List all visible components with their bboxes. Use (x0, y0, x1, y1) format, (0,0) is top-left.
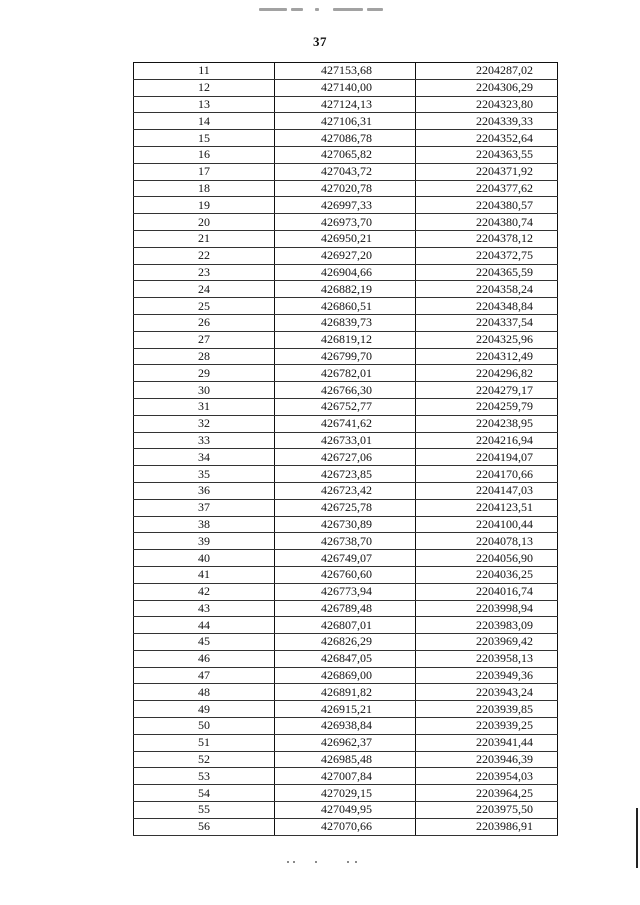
scan-artifact-footer (285, 859, 365, 865)
y-coordinate-cell: 2204365,59 (416, 264, 558, 281)
point-number-cell: 26 (134, 314, 275, 331)
x-coordinate-cell: 427065,82 (275, 146, 416, 163)
point-number-cell: 56 (134, 818, 275, 835)
y-coordinate-cell: 2204323,80 (416, 96, 558, 113)
table-row (134, 566, 558, 583)
table-row (134, 415, 558, 432)
table-row (134, 163, 558, 180)
table-row (134, 298, 558, 315)
x-coordinate-cell: 427029,15 (275, 785, 416, 802)
x-coordinate-cell: 426847,05 (275, 650, 416, 667)
y-coordinate-cell: 2203975,50 (416, 802, 558, 819)
x-coordinate-cell: 426973,70 (275, 214, 416, 231)
point-number-cell: 44 (134, 617, 275, 634)
y-coordinate-cell: 2203939,85 (416, 701, 558, 718)
point-number-cell: 43 (134, 600, 275, 617)
y-coordinate-cell: 2203964,25 (416, 785, 558, 802)
point-number-cell: 12 (134, 79, 275, 96)
table-row (134, 449, 558, 466)
point-number-cell: 49 (134, 701, 275, 718)
y-coordinate-cell: 2204312,49 (416, 348, 558, 365)
y-coordinate-cell: 2204372,75 (416, 247, 558, 264)
table-row (134, 634, 558, 651)
x-coordinate-cell: 426752,77 (275, 398, 416, 415)
y-coordinate-cell: 2204016,74 (416, 583, 558, 600)
y-coordinate-cell: 2203941,44 (416, 734, 558, 751)
table-row (134, 718, 558, 735)
point-number-cell: 22 (134, 247, 275, 264)
x-coordinate-cell: 426915,21 (275, 701, 416, 718)
point-number-cell: 50 (134, 718, 275, 735)
point-number-cell: 25 (134, 298, 275, 315)
y-coordinate-cell: 2204287,02 (416, 63, 558, 80)
x-coordinate-cell: 427140,00 (275, 79, 416, 96)
y-coordinate-cell: 2204123,51 (416, 499, 558, 516)
y-coordinate-cell: 2204380,57 (416, 197, 558, 214)
x-coordinate-cell: 426904,66 (275, 264, 416, 281)
table-row (134, 818, 558, 835)
table-row (134, 130, 558, 147)
y-coordinate-cell: 2203983,09 (416, 617, 558, 634)
point-number-cell: 40 (134, 550, 275, 567)
point-number-cell: 18 (134, 180, 275, 197)
y-coordinate-cell: 2204371,92 (416, 163, 558, 180)
table-row (134, 785, 558, 802)
point-number-cell: 36 (134, 482, 275, 499)
point-number-cell: 27 (134, 331, 275, 348)
y-coordinate-cell: 2204078,13 (416, 533, 558, 550)
table-row (134, 667, 558, 684)
table-row (134, 617, 558, 634)
x-coordinate-cell: 426938,84 (275, 718, 416, 735)
y-coordinate-cell: 2204352,64 (416, 130, 558, 147)
y-coordinate-cell: 2203954,03 (416, 768, 558, 785)
point-number-cell: 46 (134, 650, 275, 667)
point-number-cell: 38 (134, 516, 275, 533)
point-number-cell: 54 (134, 785, 275, 802)
y-coordinate-cell: 2203986,91 (416, 818, 558, 835)
table-row (134, 701, 558, 718)
table-row (134, 533, 558, 550)
table-row (134, 314, 558, 331)
y-coordinate-cell: 2204378,12 (416, 230, 558, 247)
x-coordinate-cell: 426839,73 (275, 314, 416, 331)
table-row (134, 96, 558, 113)
point-number-cell: 45 (134, 634, 275, 651)
table-row (134, 331, 558, 348)
table-row (134, 482, 558, 499)
table-row (134, 499, 558, 516)
x-coordinate-cell: 426927,20 (275, 247, 416, 264)
table-row (134, 600, 558, 617)
y-coordinate-cell: 2204377,62 (416, 180, 558, 197)
point-number-cell: 15 (134, 130, 275, 147)
y-coordinate-cell: 2204348,84 (416, 298, 558, 315)
x-coordinate-cell: 427043,72 (275, 163, 416, 180)
y-coordinate-cell: 2204194,07 (416, 449, 558, 466)
point-number-cell: 20 (134, 214, 275, 231)
table-row (134, 583, 558, 600)
table-row (134, 348, 558, 365)
table-row (134, 382, 558, 399)
y-coordinate-cell: 2203969,42 (416, 634, 558, 651)
x-coordinate-cell: 426723,85 (275, 466, 416, 483)
table-row (134, 264, 558, 281)
y-coordinate-cell: 2204147,03 (416, 482, 558, 499)
point-number-cell: 28 (134, 348, 275, 365)
table-row (134, 180, 558, 197)
y-coordinate-cell: 2203949,36 (416, 667, 558, 684)
table-row (134, 113, 558, 130)
point-number-cell: 55 (134, 802, 275, 819)
point-number-cell: 33 (134, 432, 275, 449)
x-coordinate-cell: 426997,33 (275, 197, 416, 214)
y-coordinate-cell: 2204339,33 (416, 113, 558, 130)
point-number-cell: 21 (134, 230, 275, 247)
x-coordinate-cell: 426725,78 (275, 499, 416, 516)
point-number-cell: 31 (134, 398, 275, 415)
y-coordinate-cell: 2204216,94 (416, 432, 558, 449)
y-coordinate-cell: 2204363,55 (416, 146, 558, 163)
table-row (134, 802, 558, 819)
x-coordinate-cell: 427020,78 (275, 180, 416, 197)
point-number-cell: 14 (134, 113, 275, 130)
table-row (134, 550, 558, 567)
x-coordinate-cell: 427086,78 (275, 130, 416, 147)
table-row (134, 768, 558, 785)
scan-edge-mark (636, 808, 638, 868)
x-coordinate-cell: 426826,29 (275, 634, 416, 651)
table-row (134, 650, 558, 667)
point-number-cell: 37 (134, 499, 275, 516)
x-coordinate-cell: 427007,84 (275, 768, 416, 785)
y-coordinate-cell: 2204100,44 (416, 516, 558, 533)
y-coordinate-cell: 2204279,17 (416, 382, 558, 399)
x-coordinate-cell: 426882,19 (275, 281, 416, 298)
y-coordinate-cell: 2203946,39 (416, 751, 558, 768)
x-coordinate-cell: 426773,94 (275, 583, 416, 600)
point-number-cell: 32 (134, 415, 275, 432)
y-coordinate-cell: 2204337,54 (416, 314, 558, 331)
table-row (134, 684, 558, 701)
y-coordinate-cell: 2204238,95 (416, 415, 558, 432)
table-row (134, 516, 558, 533)
x-coordinate-cell: 426807,01 (275, 617, 416, 634)
point-number-cell: 16 (134, 146, 275, 163)
x-coordinate-cell: 426950,21 (275, 230, 416, 247)
point-number-cell: 30 (134, 382, 275, 399)
table-row (134, 247, 558, 264)
point-number-cell: 48 (134, 684, 275, 701)
point-number-cell: 29 (134, 365, 275, 382)
point-number-cell: 34 (134, 449, 275, 466)
x-coordinate-cell: 426727,06 (275, 449, 416, 466)
point-number-cell: 24 (134, 281, 275, 298)
table-row (134, 146, 558, 163)
x-coordinate-cell: 427106,31 (275, 113, 416, 130)
x-coordinate-cell: 426741,62 (275, 415, 416, 432)
y-coordinate-cell: 2204056,90 (416, 550, 558, 567)
table-row (134, 432, 558, 449)
x-coordinate-cell: 426723,42 (275, 482, 416, 499)
point-number-cell: 52 (134, 751, 275, 768)
x-coordinate-cell: 427070,66 (275, 818, 416, 835)
x-coordinate-cell: 426782,01 (275, 365, 416, 382)
x-coordinate-cell: 426962,37 (275, 734, 416, 751)
table-row (134, 398, 558, 415)
x-coordinate-cell: 427049,95 (275, 802, 416, 819)
x-coordinate-cell: 426733,01 (275, 432, 416, 449)
y-coordinate-cell: 2204358,24 (416, 281, 558, 298)
table-row (134, 734, 558, 751)
point-number-cell: 17 (134, 163, 275, 180)
x-coordinate-cell: 426860,51 (275, 298, 416, 315)
x-coordinate-cell: 426891,82 (275, 684, 416, 701)
point-number-cell: 13 (134, 96, 275, 113)
table-row (134, 214, 558, 231)
y-coordinate-cell: 2204296,82 (416, 365, 558, 382)
y-coordinate-cell: 2204325,96 (416, 331, 558, 348)
point-number-cell: 42 (134, 583, 275, 600)
point-number-cell: 47 (134, 667, 275, 684)
point-number-cell: 53 (134, 768, 275, 785)
x-coordinate-cell: 426869,00 (275, 667, 416, 684)
x-coordinate-cell: 426766,30 (275, 382, 416, 399)
coordinates-table-body (134, 63, 558, 836)
point-number-cell: 41 (134, 566, 275, 583)
table-row (134, 281, 558, 298)
point-number-cell: 51 (134, 734, 275, 751)
y-coordinate-cell: 2203958,13 (416, 650, 558, 667)
x-coordinate-cell: 426819,12 (275, 331, 416, 348)
point-number-cell: 11 (134, 63, 275, 80)
table-row (134, 230, 558, 247)
point-number-cell: 23 (134, 264, 275, 281)
x-coordinate-cell: 426730,89 (275, 516, 416, 533)
x-coordinate-cell: 426789,48 (275, 600, 416, 617)
point-number-cell: 39 (134, 533, 275, 550)
x-coordinate-cell: 426749,07 (275, 550, 416, 567)
x-coordinate-cell: 426760,60 (275, 566, 416, 583)
table-row (134, 466, 558, 483)
point-number-cell: 35 (134, 466, 275, 483)
x-coordinate-cell: 426738,70 (275, 533, 416, 550)
x-coordinate-cell: 427153,68 (275, 63, 416, 80)
page-number: 37 (313, 34, 327, 49)
y-coordinate-cell: 2204170,66 (416, 466, 558, 483)
table-row (134, 79, 558, 96)
y-coordinate-cell: 2203939,25 (416, 718, 558, 735)
y-coordinate-cell: 2203943,24 (416, 684, 558, 701)
table-row (134, 197, 558, 214)
y-coordinate-cell: 2204380,74 (416, 214, 558, 231)
y-coordinate-cell: 2203998,94 (416, 600, 558, 617)
scan-artifact-header (255, 4, 395, 16)
x-coordinate-cell: 427124,13 (275, 96, 416, 113)
table-row (134, 751, 558, 768)
x-coordinate-cell: 426985,48 (275, 751, 416, 768)
point-number-cell: 19 (134, 197, 275, 214)
table-row (134, 365, 558, 382)
y-coordinate-cell: 2204259,79 (416, 398, 558, 415)
coordinates-table (133, 62, 558, 836)
x-coordinate-cell: 426799,70 (275, 348, 416, 365)
y-coordinate-cell: 2204306,29 (416, 79, 558, 96)
table-row (134, 63, 558, 80)
y-coordinate-cell: 2204036,25 (416, 566, 558, 583)
